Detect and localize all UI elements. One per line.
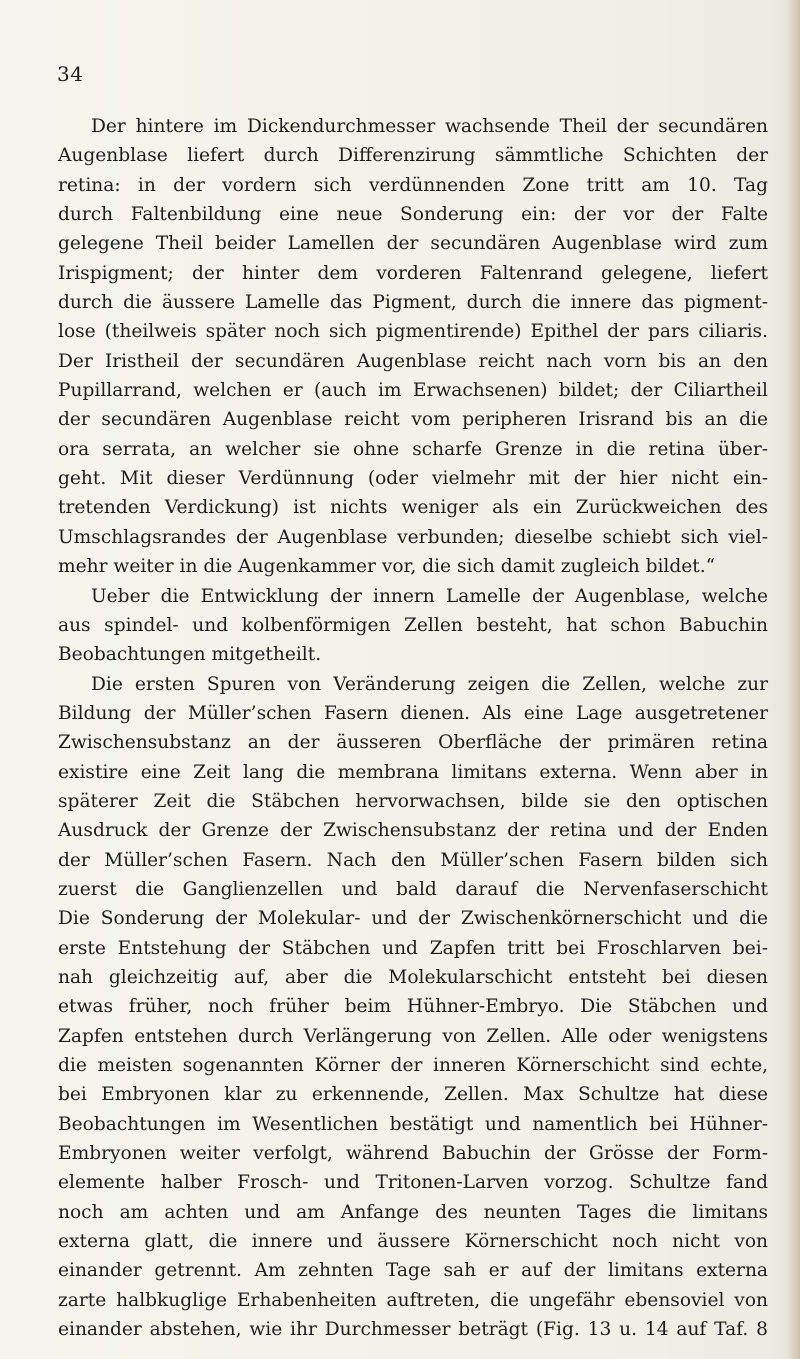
text-line: Augenblase liefert durch Differenzirung sämmtliche Schichten der: [58, 145, 768, 167]
text-line: lose (theilweis später noch sich pigmentirende) Epithel der pars ciliaris.: [58, 321, 768, 343]
text-line: Beobachtungen im Wesentlichen bestätigt und namentlich bei Hühner-: [58, 1113, 768, 1135]
body-text: [58, 112, 768, 1344]
page-number: 34: [57, 62, 84, 86]
text-line: Umschlagsrandes der Augenblase verbunden; dieselbe schiebt sich viel-: [58, 526, 768, 548]
text-line: gelegene Theil beider Lamellen der secundären Augenblase wird zum: [58, 233, 768, 255]
text-line: erste Entstehung der Stäbchen und Zapfen tritt bei Froschlarven bei-: [58, 937, 768, 959]
text-line: Ueber die Entwicklung der innern Lamelle der Augenblase, welche: [91, 585, 768, 607]
text-line: Der hintere im Dickendurchmesser wachsende Theil der secundären: [91, 116, 768, 137]
page-edge-shadow: [786, 0, 800, 1359]
text-line: die meisten sogenannten Körner der inneren Körnerschicht sind echte,: [58, 1055, 768, 1076]
text-line: Die ersten Spuren von Veränderung zeigen die Zellen, welche zur: [91, 673, 768, 695]
text-line: etwas früher, noch früher beim Hühner-Embryo. Die Stäbchen und: [58, 996, 768, 1018]
text-line: Beobachtungen mitgetheilt.: [58, 644, 322, 666]
text-line: einander getrennt. Am zehnten Tage sah er auf der limitans externa: [58, 1260, 768, 1282]
text-line: mehr weiter in die Augenkammer vor, die sich damit zugleich bildet.“: [58, 556, 716, 578]
text-line: zarte halbkuglige Erhabenheiten auftreten, die ungefähr ebensoviel von: [58, 1289, 768, 1311]
text-line: Ausdruck der Grenze der Zwischensubstanz der retina und der Enden: [58, 820, 768, 842]
text-line: einander abstehen, wie ihr Durchmesser beträgt (Fig. 13 u. 14 auf Taf. 8: [58, 1319, 768, 1341]
text-line: geht. Mit dieser Verdünnung (oder vielmehr mit der hier nicht ein-: [58, 468, 768, 490]
text-line: existire eine Zeit lang die membrana limitans externa. Wenn aber in: [58, 761, 768, 783]
text-line: bei Embryonen klar zu erkennende, Zellen. Max Schultze hat diese: [58, 1084, 768, 1106]
text-line: Pupillarrand, welchen er (auch im Erwachsenen) bildet; der Ciliartheil: [58, 380, 768, 402]
text-line: Die Sonderung der Molekular- und der Zwischenkörnerschicht und die: [58, 908, 768, 930]
text-line: Irispigment; der hinter dem vorderen Faltenrand gelegene, liefert: [58, 262, 768, 284]
text-line: Der Iristheil der secundären Augenblase reicht nach vorn bis an den: [58, 350, 768, 372]
text-line: der Müller’schen Fasern. Nach den Müller’schen Fasern bilden sich: [58, 849, 768, 871]
text-line: externa glatt, die innere und äussere Körnerschicht noch nicht von: [58, 1231, 768, 1253]
text-line: durch die äussere Lamelle das Pigment, durch die innere das pigment-: [58, 292, 768, 314]
text-line: ora serrata, an welcher sie ohne scharfe Grenze in die retina über-: [58, 438, 768, 460]
text-line: späterer Zeit die Stäbchen hervorwachsen, bilde sie den optischen: [58, 790, 768, 812]
text-line: Embryonen weiter verfolgt, während Babuchin der Grösse der Form-: [58, 1143, 768, 1165]
text-line: elemente halber Frosch- und Tritonen-Larven vorzog. Schultze fand: [58, 1172, 768, 1194]
text-line: Zwischensubstanz an der äusseren Oberfläche der primären retina: [58, 732, 768, 754]
text-line: aus spindel- und kolbenförmigen Zellen besteht, hat schon Babuchin: [58, 614, 768, 636]
text-line: Bildung der Müller’schen Fasern dienen. Als eine Lage ausgetretener: [58, 702, 768, 724]
text-line: zuerst die Ganglienzellen und bald darauf die Nervenfaserschicht: [58, 878, 768, 900]
text-line: der secundären Augenblase reicht vom peripheren Irisrand bis an die: [58, 409, 768, 431]
text-line: durch Faltenbildung eine neue Sonderung ein: der vor der Falte: [58, 204, 768, 226]
text-line: Zapfen entstehen durch Verlängerung von Zellen. Alle oder wenigstens: [58, 1025, 768, 1047]
text-line: nah gleichzeitig auf, aber die Molekularschicht entsteht bei diesen: [58, 966, 768, 988]
text-line: tretenden Verdickung) ist nichts weniger als ein Zurückweichen des: [58, 497, 768, 519]
text-line: retina: in der vordern sich verdünnenden Zone tritt am 10. Tag: [58, 174, 768, 196]
text-line: noch am achten und am Anfange des neunten Tages die limitans: [58, 1201, 768, 1223]
